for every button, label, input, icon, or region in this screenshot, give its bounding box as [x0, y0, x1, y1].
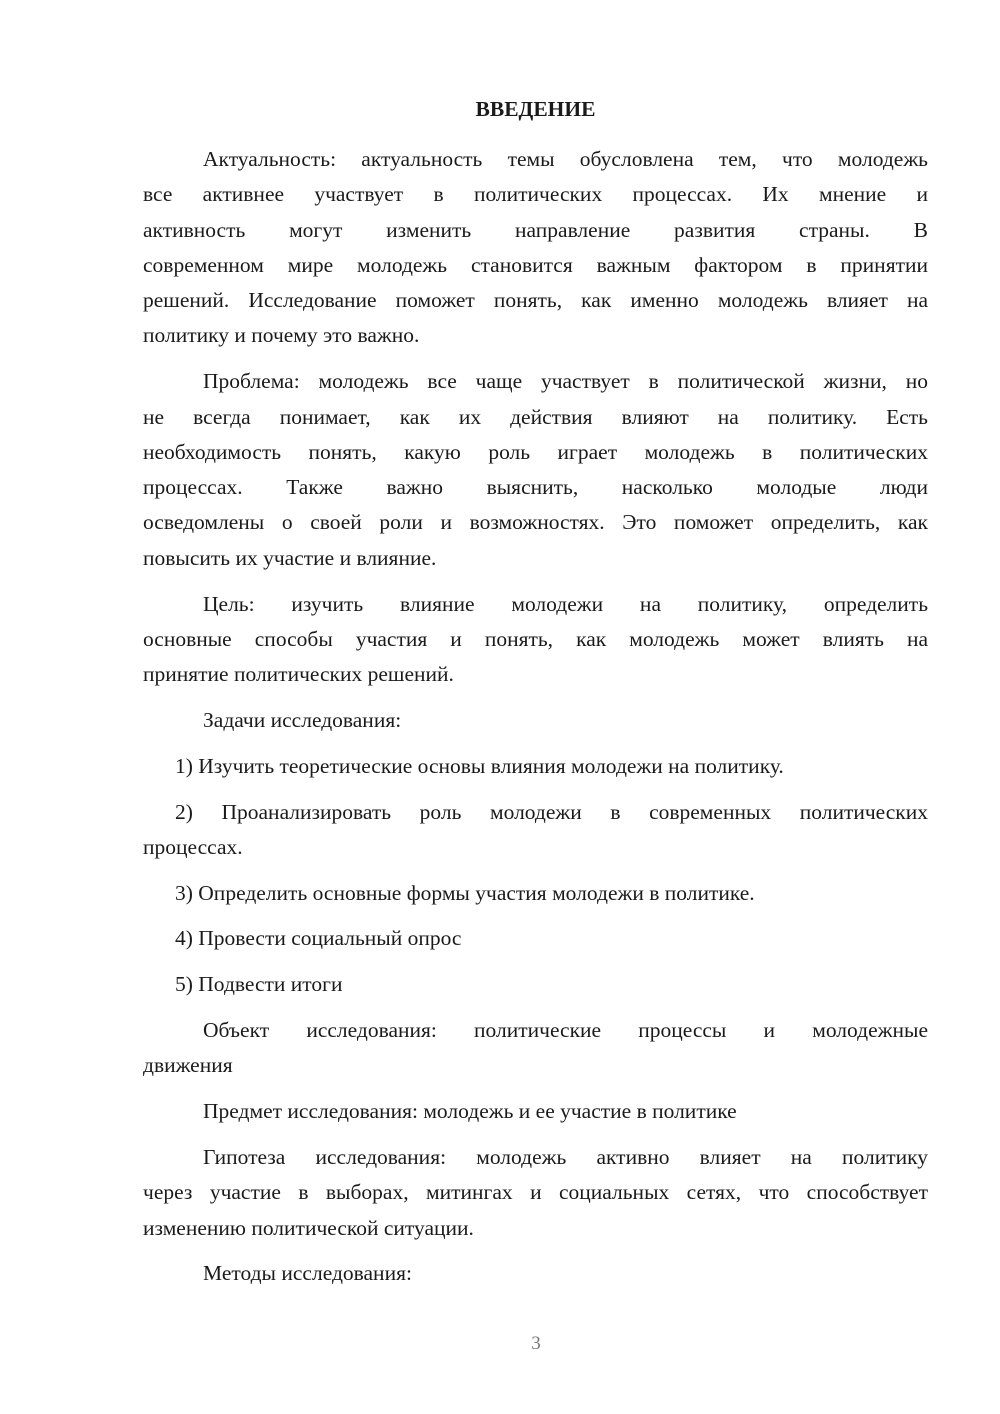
text-line: Объект исследования: политические процессы и молодежные [203, 1018, 928, 1043]
paragraph [143, 587, 928, 693]
paragraph [143, 142, 928, 354]
text-line: современном мире молодежь становится важным фактором в принятии [143, 252, 928, 277]
text-line: Гипотеза исследования: молодежь активно влияет на политику [203, 1144, 928, 1169]
text-line: активность могут изменить направление развития страны. В [143, 217, 928, 242]
text-line: Цель: изучить влияние молодежи на политику, определить [203, 591, 928, 616]
list-item [143, 795, 928, 866]
text-line: решений. Исследование поможет понять, как именно молодежь влияет на [143, 288, 928, 313]
text-line: необходимость понять, какую роль играет молодежь в политических [143, 439, 928, 464]
text-line: принятие политических решений. [143, 662, 454, 687]
section-title: ВВЕДЕНИЕ [475, 97, 596, 121]
page-number: 3 [531, 1333, 541, 1354]
text-line: 3) Определить основные формы участия молодежи в политике. [175, 880, 755, 905]
text-line: все активнее участвует в политических процессах. Их мнение и [143, 182, 928, 207]
text-line: 4) Провести социальный опрос [175, 926, 462, 951]
list-item [143, 749, 928, 784]
paragraph [143, 1140, 928, 1246]
text-line: основные способы участия и понять, как молодежь может влиять на [143, 626, 928, 651]
list-item [143, 876, 928, 911]
paragraph [143, 703, 928, 738]
document-page [143, 92, 928, 1302]
text-line: 1) Изучить теоретические основы влияния молодежи на политику. [175, 753, 784, 778]
paragraph [143, 1256, 928, 1291]
text-line: процессах. [143, 834, 243, 859]
text-line: изменению политической ситуации. [143, 1215, 474, 1240]
text-line: через участие в выборах, митингах и социальных сетях, что способствует [143, 1180, 928, 1205]
text-line: Проблема: молодежь все чаще участвует в политической жизни, но [203, 369, 928, 394]
text-line: 5) Подвести итоги [175, 972, 343, 997]
text-line: осведомлены о своей роли и возможностях. Это поможет определить, как [143, 510, 928, 535]
text-line: не всегда понимает, как их действия влияют на политику. Есть [143, 404, 928, 429]
paragraph [143, 1094, 928, 1129]
text-line: Методы исследования: [203, 1261, 412, 1286]
list-item [143, 967, 928, 1002]
text-line: Предмет исследования: молодежь и ее участие в политике [203, 1099, 737, 1124]
text-line: 2) Проанализировать роль молодежи в современных политических [175, 799, 928, 824]
text-line: политику и почему это важно. [143, 323, 420, 348]
text-line: Задачи исследования: [203, 707, 402, 732]
paragraph [143, 1013, 928, 1084]
text-line: повысить их участие и влияние. [143, 545, 437, 570]
text-line: движения [143, 1053, 233, 1078]
text-line: Актуальность: актуальность темы обусловлена тем, что молодежь [203, 147, 928, 171]
document-body [143, 142, 928, 1292]
list-item [143, 921, 928, 956]
text-line: процессах. Также важно выяснить, насколько молодые люди [143, 475, 928, 500]
paragraph [143, 364, 928, 576]
